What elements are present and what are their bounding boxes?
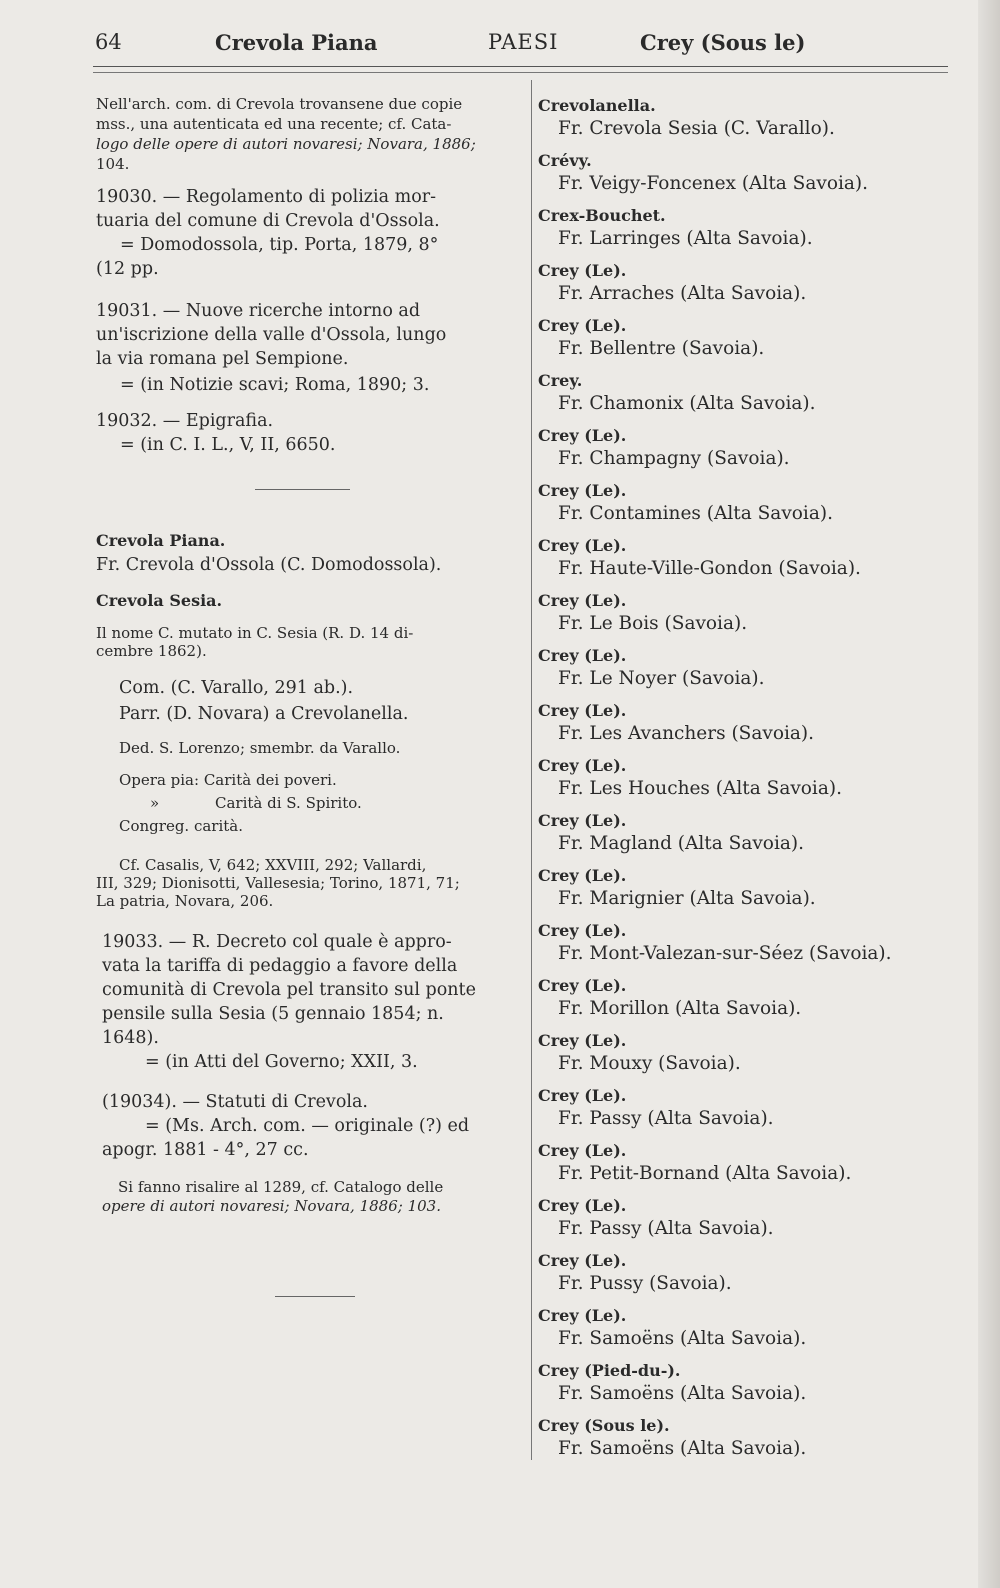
entry-heading: Crex-Bouchet. xyxy=(538,206,666,225)
entry-heading: Crey (Pied-du-). xyxy=(538,1361,681,1380)
entry-fraction-line: Fr. Morillon (Alta Savoia). xyxy=(558,998,802,1019)
crevola-piana-heading: Crevola Piana. xyxy=(96,531,226,550)
entry-fraction-line: Fr. Contamines (Alta Savoia). xyxy=(558,503,833,524)
entry-19031-line: 19031. — Nuove ricerche intorno ad xyxy=(96,301,421,321)
entry-heading: Crey (Le). xyxy=(538,1251,627,1270)
crevola-sesia-congreg: Congreg. carità. xyxy=(119,817,244,835)
crevola-sesia-opera: Carità di S. Spirito. xyxy=(215,794,362,812)
entry-fraction-line: Fr. Passy (Alta Savoia). xyxy=(558,1108,774,1129)
entry-heading: Crey (Le). xyxy=(538,426,627,445)
entry-heading: Crevolanella. xyxy=(538,96,656,115)
entry-fraction-line: Fr. Petit-Bornand (Alta Savoia). xyxy=(558,1163,852,1184)
entry-19034-note: opere di autori novaresi; Novara, 1886; 103. xyxy=(102,1197,441,1215)
entry-heading: Crey (Le). xyxy=(538,1141,627,1160)
crevola-sesia-parr: Parr. (D. Novara) a Crevolanella. xyxy=(119,704,409,724)
entry-heading: Crey (Le). xyxy=(538,866,627,885)
entry-fraction-line: Fr. Les Avanchers (Savoia). xyxy=(558,723,815,744)
entry-fraction-line: Fr. Haute-Ville-Gondon (Savoia). xyxy=(558,558,861,579)
entry-fraction-line: Fr. Chamonix (Alta Savoia). xyxy=(558,393,816,414)
entry-19034-note: Si fanno risalire al 1289, cf. Catalogo delle xyxy=(118,1178,444,1196)
entry-heading: Crey. xyxy=(538,371,583,390)
entry-19034-line: (19034). — Statuti di Crevola. xyxy=(102,1092,368,1112)
running-header xyxy=(95,30,840,60)
header-rule xyxy=(93,66,948,67)
header-center-title: PAESI xyxy=(488,30,559,54)
entry-fraction-line: Fr. Samoëns (Alta Savoia). xyxy=(558,1328,807,1349)
crevola-sesia-heading: Crevola Sesia. xyxy=(96,591,223,610)
entry-fraction-line: Fr. Crevola Sesia (C. Varallo). xyxy=(558,118,835,139)
crevola-sesia-refs: III, 329; Dionisotti, Vallesesia; Torino, 1871, 71; xyxy=(96,874,460,892)
entry-19031-line: = (in Notizie scavi; Roma, 1890; 3. xyxy=(120,375,430,395)
crevola-sesia-refs: La patria, Novara, 206. xyxy=(96,892,274,910)
entry-19031-line: la via romana pel Sempione. xyxy=(96,349,349,369)
entry-19032-line: 19032. — Epigrafia. xyxy=(96,411,274,431)
entry-fraction-line: Fr. Marignier (Alta Savoia). xyxy=(558,888,816,909)
entry-19032-line: = (in C. I. L., V, II, 6650. xyxy=(120,435,336,455)
entry-heading: Crey (Le). xyxy=(538,591,627,610)
entry-heading: Crey (Le). xyxy=(538,646,627,665)
crevola-sesia-note: Il nome C. mutato in C. Sesia (R. D. 14 di- xyxy=(96,624,414,642)
entry-heading: Crey (Le). xyxy=(538,701,627,720)
entry-heading: Crey (Sous le). xyxy=(538,1416,670,1435)
entry-19034-line: apogr. 1881 - 4°, 27 cc. xyxy=(102,1140,309,1160)
intro-line: mss., una autenticata ed una recente; cf. Cata- xyxy=(96,115,452,133)
crevola-sesia-ded: Ded. S. Lorenzo; smembr. da Varallo. xyxy=(119,739,401,757)
entry-heading: Crévy. xyxy=(538,151,592,170)
entry-19033-line: vata la tariffa di pedaggio a favore della xyxy=(102,956,458,976)
entry-fraction-line: Fr. Les Houches (Alta Savoia). xyxy=(558,778,842,799)
section-separator xyxy=(275,1296,355,1297)
entry-19034-line: = (Ms. Arch. com. — originale (?) ed xyxy=(145,1116,470,1136)
entry-fraction-line: Fr. Samoëns (Alta Savoia). xyxy=(558,1438,807,1459)
header-left-title: Crevola Piana xyxy=(215,30,378,55)
crevola-sesia-opera: Opera pia: Carità dei poveri. xyxy=(119,771,337,789)
page-number: 64 xyxy=(95,30,122,54)
entry-fraction-line: Fr. Le Bois (Savoia). xyxy=(558,613,748,634)
entry-heading: Crey (Le). xyxy=(538,1031,627,1050)
header-rule-thin xyxy=(93,72,948,73)
entry-fraction-line: Fr. Passy (Alta Savoia). xyxy=(558,1218,774,1239)
entry-fraction-line: Fr. Champagny (Savoia). xyxy=(558,448,790,469)
entry-heading: Crey (Le). xyxy=(538,921,627,940)
entry-fraction-line: Fr. Pussy (Savoia). xyxy=(558,1273,732,1294)
entry-fraction-line: Fr. Magland (Alta Savoia). xyxy=(558,833,804,854)
page-edge-shadow xyxy=(978,0,1000,1588)
entry-heading: Crey (Le). xyxy=(538,1306,627,1325)
entry-19033-line: = (in Atti del Governo; XXII, 3. xyxy=(145,1052,418,1072)
entry-fraction-line: Fr. Bellentre (Savoia). xyxy=(558,338,765,359)
entry-fraction-line: Fr. Mont-Valezan-sur-Séez (Savoia). xyxy=(558,943,892,964)
entry-heading: Crey (Le). xyxy=(538,811,627,830)
intro-line: logo delle opere di autori novaresi; Novara, 1886; xyxy=(96,135,476,153)
entry-19030-line: 19030. — Regolamento di polizia mor- xyxy=(96,187,437,207)
entry-heading: Crey (Le). xyxy=(538,1196,627,1215)
entry-fraction-line: Fr. Le Noyer (Savoia). xyxy=(558,668,765,689)
entry-19030-line: (12 pp. xyxy=(96,259,159,279)
entry-fraction-line: Fr. Veigy-Foncenex (Alta Savoia). xyxy=(558,173,869,194)
entry-fraction-line: Fr. Arraches (Alta Savoia). xyxy=(558,283,807,304)
entry-heading: Crey (Le). xyxy=(538,481,627,500)
entry-19030-line: = Domodossola, tip. Porta, 1879, 8° xyxy=(120,235,439,255)
entry-19033-line: 19033. — R. Decreto col quale è appro- xyxy=(102,932,452,952)
entry-heading: Crey (Le). xyxy=(538,756,627,775)
section-separator xyxy=(255,489,350,490)
entry-fraction-line: Fr. Larringes (Alta Savoia). xyxy=(558,228,813,249)
entry-19030-line: tuaria del comune di Crevola d'Ossola. xyxy=(96,211,440,231)
crevola-sesia-note: cembre 1862). xyxy=(96,642,207,660)
entry-heading: Crey (Le). xyxy=(538,536,627,555)
entry-fraction-line: Fr. Samoëns (Alta Savoia). xyxy=(558,1383,807,1404)
entry-19033-line: 1648). xyxy=(102,1028,159,1048)
crevola-sesia-refs: Cf. Casalis, V, 642; XXVIII, 292; Vallardi, xyxy=(119,856,427,874)
entry-19033-line: comunità di Crevola pel transito sul ponte xyxy=(102,980,476,1000)
intro-line: Nell'arch. com. di Crevola trovansene due copie xyxy=(96,95,463,113)
column-divider xyxy=(531,80,532,1460)
entry-19033-line: pensile sulla Sesia (5 gennaio 1854; n. xyxy=(102,1004,444,1024)
entry-heading: Crey (Le). xyxy=(538,1086,627,1105)
crevola-sesia-opera-mark: » xyxy=(150,794,160,812)
entry-heading: Crey (Le). xyxy=(538,316,627,335)
crevola-piana-line: Fr. Crevola d'Ossola (C. Domodossola). xyxy=(96,555,442,575)
entry-fraction-line: Fr. Mouxy (Savoia). xyxy=(558,1053,741,1074)
entry-heading: Crey (Le). xyxy=(538,976,627,995)
entry-heading: Crey (Le). xyxy=(538,261,627,280)
crevola-sesia-com: Com. (C. Varallo, 291 ab.). xyxy=(119,678,354,698)
intro-line: 104. xyxy=(96,155,130,173)
header-right-title: Crey (Sous le) xyxy=(640,30,806,55)
entry-19031-line: un'iscrizione della valle d'Ossola, lungo xyxy=(96,325,447,345)
